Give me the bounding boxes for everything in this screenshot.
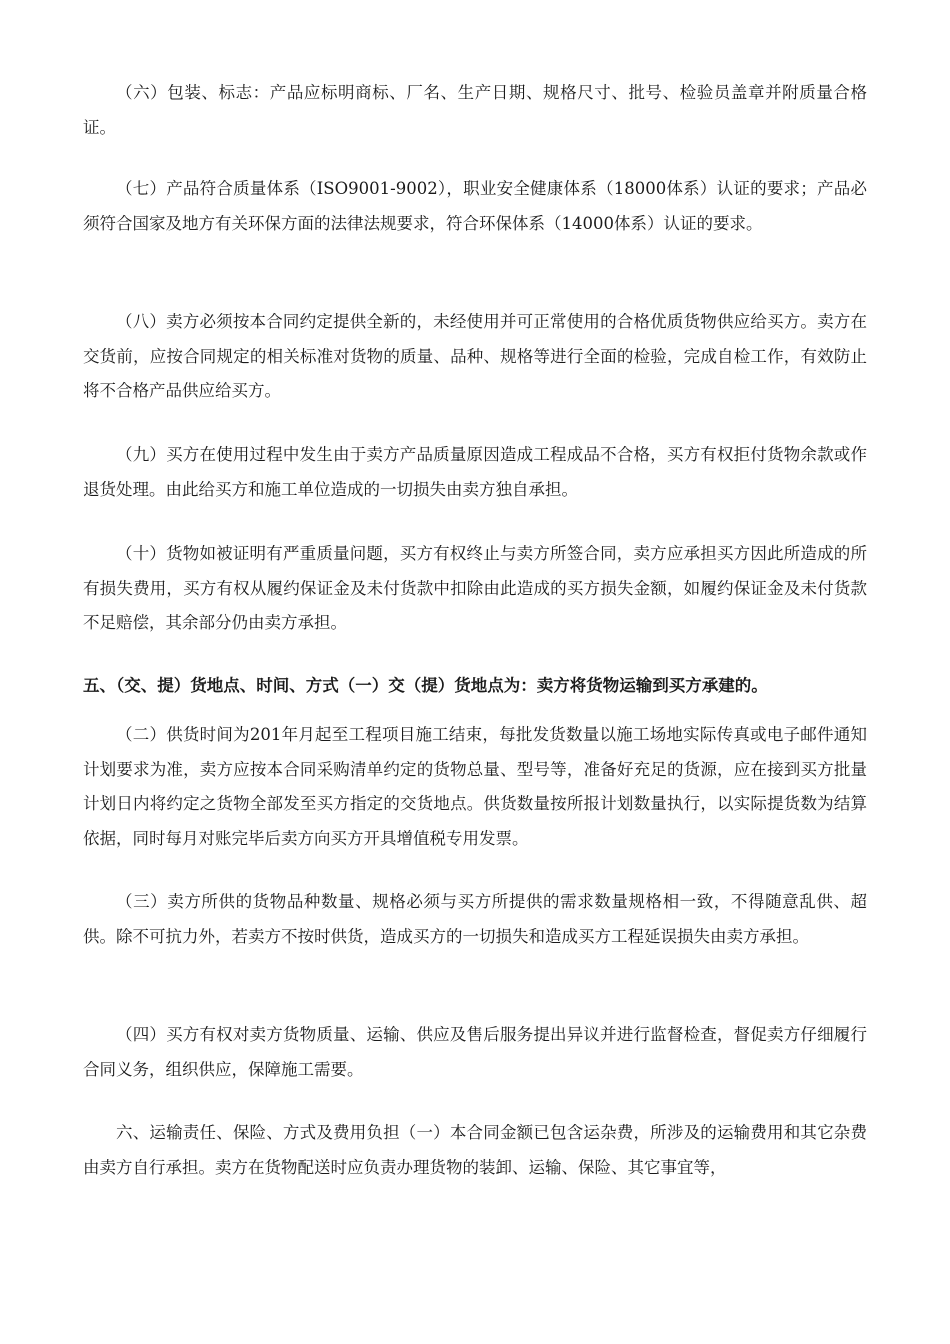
section-5-item-3-supply-consistency: （三）卖方所供的货物品种数量、规格必须与买方所提供的需求数量规格相一致，不得随意乱供、超供。除不可抗力外，若卖方不按时供货，造成买方的一切损失和造成买方工程延误损失由卖方承担。 <box>83 892 867 946</box>
section-5-heading: 五、（交、提）货地点、时间、方式（一）交（提）货地点为：卖方将货物运输到买方承建的。 <box>83 676 768 695</box>
clause-9-defect-handling: （九）买方在使用过程中发生由于卖方产品质量原因造成工程成品不合格，买方有权拒付货物余款或作退货处理。由此给买方和施工单位造成的一切损失由卖方独自承担。 <box>83 445 867 499</box>
clause-8-new-goods: （八）卖方必须按本合同约定提供全新的，未经使用并可正常使用的合格优质货物供应给买方。卖方在交货前，应按合同规定的相关标准对货物的质量、品种、规格等进行全面的检验，完成自检工作，有效防止将不合格产品供应给买方。 <box>83 312 867 401</box>
clause-6-packaging: （六）包装、标志：产品应标明商标、厂名、生产日期、规格尺寸、批号、检验员盖章并附质量合格证。 <box>83 83 867 137</box>
section-6-transport-responsibility: 六、运输责任、保险、方式及费用负担（一）本合同金额已包含运杂费，所涉及的运输费用和其它杂费由卖方自行承担。卖方在货物配送时应负责办理货物的装卸、运输、保险、其它事宜等， <box>83 1123 867 1177</box>
clause-10-termination: （十）货物如被证明有严重质量问题，买方有权终止与卖方所签合同，卖方应承担买方因此所造成的所有损失费用，买方有权从履约保证金及未付货款中扣除由此造成的买方损失金额，如履约保证金及未付货款不足赔偿，其余部分仍由卖方承担。 <box>83 544 867 633</box>
clause-7-quality-system: （七）产品符合质量体系（ISO9001-9002），职业安全健康体系（18000体系）认证的要求；产品必须符合国家及地方有关环保方面的法律法规要求，符合环保体系（14000体系）认证的要求。 <box>83 179 867 233</box>
section-5-item-2-supply-time: （二）供货时间为201年月起至工程项目施工结束，每批发货数量以施工场地实际传真或电子邮件通知计划要求为准，卖方应按本合同采购清单约定的货物总量、型号等，准备好充足的货源，应在接到买方批量计划日内将约定之货物全部发至买方指定的交货地点。供货数量按所报计划数量执行，以实际提货数为结算依据，同时每月对账完毕后卖方向买方开具增值税专用发票。 <box>83 725 867 849</box>
section-5-item-4-supervision: （四）买方有权对卖方货物质量、运输、供应及售后服务提出异议并进行监督检查，督促卖方仔细履行合同义务，组织供应，保障施工需要。 <box>83 1025 867 1079</box>
